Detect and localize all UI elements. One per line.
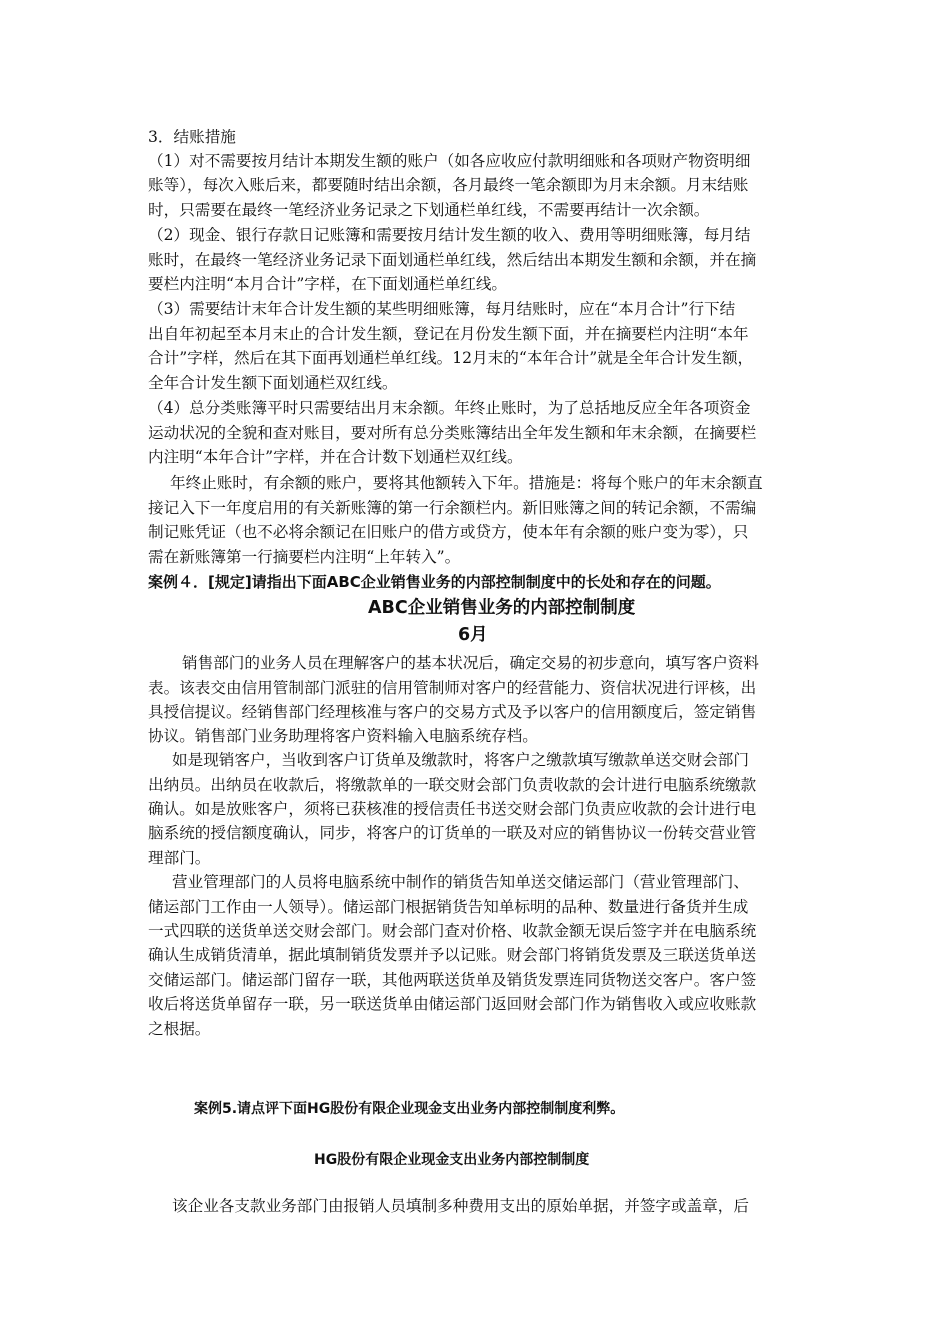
paragraph-line: 协议。销售部门业务助理将客户资料输入电脑系统存档。 [148, 727, 538, 745]
paragraph-line: （3）需要结计末年合计发生额的某些明细账簿，每月结账时，应在“本月合计”行下结 [148, 300, 736, 318]
case4-title: ABC企业销售业务的内部控制制度 [368, 598, 636, 618]
paragraph-line: 收后将送货单留存一联，另一联送货单由储运部门返回财会部门作为销售收入或应收账款 [148, 995, 757, 1013]
paragraph-line: 账等），每次入账后来，都要随时结出余额，各月最终一笔余额即为月末余额。月末结账 [148, 176, 749, 194]
paragraph-line: 内注明“本年合计”字样，并在合计数下划通栏双红线。 [148, 448, 523, 466]
paragraph-line: 脑系统的授信额度确认，同步，将客户的订货单的一联及对应的销售协议一份转交营业管 [148, 824, 757, 842]
paragraph-line: 年终止账时，有余额的账户，要将其他额转入下年。措施是：将每个账户的年末余额直 [170, 474, 763, 492]
paragraph-line: 接记入下一年度启用的有关新账簿的第一行余额栏内。新旧账簿之间的转记余额，不需编 [148, 499, 757, 517]
paragraph-line: 确认。如是放账客户，须将已获核准的授信责任书送交财会部门负责应收款的会计进行电 [148, 800, 757, 818]
paragraph-line: 出纳员。出纳员在收款后，将缴款单的一联交财会部门负责收款的会计进行电脑系统缴款 [148, 776, 757, 794]
paragraph-line: 运动状况的全貌和查对账目，要对所有总分类账簿结出全年发生额和年末余额，在摘要栏 [148, 424, 757, 442]
paragraph-line: 交储运部门。储运部门留存一联，其他两联送货单及销货发票连同货物送交客户。客户签 [148, 971, 757, 989]
paragraph-line: 之根据。 [148, 1020, 211, 1038]
paragraph-line: 如是现销客户，当收到客户订货单及缴款时，将客户之缴款填写缴款单送交财会部门 [172, 751, 749, 769]
paragraph-line: （1）对不需要按月结计本期发生额的账户（如各应收应付款明细账和各项财产物资明细 [148, 152, 751, 170]
section-heading: 3．结账措施 [148, 128, 236, 146]
paragraph-line: 一式四联的送货单送交财会部门。财会部门查对价格、收款金额无误后签字并在电脑系统 [148, 922, 757, 940]
case4-heading: 案例４．[规定]请指出下面ABC企业销售业务的内部控制制度中的长处和存在的问题。 [148, 573, 721, 591]
paragraph-line: 销售部门的业务人员在理解客户的基本状况后，确定交易的初步意向，填写客户资料 [182, 654, 759, 672]
paragraph-line: （2）现金、银行存款日记账簿和需要按月结计发生额的收入、费用等明细账簿，每月结 [148, 226, 751, 244]
paragraph-line: （4）总分类账簿平时只需要结出月末余额。年终止账时，为了总括地反应全年各项资金 [148, 399, 751, 417]
paragraph-line: 全年合计发生额下面划通栏双红线。 [148, 374, 398, 392]
paragraph-line: 确认生成销货清单，据此填制销货发票并予以记账。财会部门将销货发票及三联送货单送 [148, 946, 757, 964]
paragraph-line: 理部门。 [148, 849, 211, 867]
paragraph-line: 需在新账簿第一行摘要栏内注明“上年转入”。 [148, 548, 461, 566]
paragraph-line: 时，只需要在最终一笔经济业务记录之下划通栏单红线，不需要再结计一次余额。 [148, 201, 710, 219]
case4-subtitle: 6月 [458, 625, 488, 645]
paragraph-line: 表。该表交由信用管制部门派驻的信用管制师对客户的经营能力、资信状况进行评核，出 [148, 679, 757, 697]
paragraph-line: 账时，在最终一笔经济业务记录下面划通栏单红线，然后结出本期发生额和余额，并在摘 [148, 251, 757, 269]
case5-title: HG股份有限企业现金支出业务内部控制制度 [314, 1152, 590, 1168]
paragraph-line: 制记账凭证（也不必将余额记在旧账户的借方或贷方，使本年有余额的账户变为零），只 [148, 523, 749, 541]
paragraph-line: 该企业各支款业务部门由报销人员填制多种费用支出的原始单据，并签字或盖章，后 [172, 1197, 749, 1215]
paragraph-line: 合计”字样，然后在其下面再划通栏单红线。12月末的“本年合计”就是全年合计发生额， [148, 349, 754, 367]
paragraph-line: 出自年初起至本月末止的合计发生额，登记在月份发生额下面，并在摘要栏内注明“本年 [148, 325, 749, 343]
paragraph-line: 具授信提议。经销售部门经理核准与客户的交易方式及予以客户的信用额度后，签定销售 [148, 703, 757, 721]
case5-heading: 案例5.请点评下面HG股份有限企业现金支出业务内部控制制度利弊。 [194, 1101, 625, 1117]
paragraph-line: 营业管理部门的人员将电脑系统中制作的销货告知单送交储运部门（营业管理部门、 [172, 873, 749, 891]
paragraph-line: 储运部门工作由一人领导）。储运部门根据销货告知单标明的品种、数量进行备货并生成 [148, 898, 749, 916]
paragraph-line: 要栏内注明“本月合计”字样，在下面划通栏单红线。 [148, 275, 508, 293]
